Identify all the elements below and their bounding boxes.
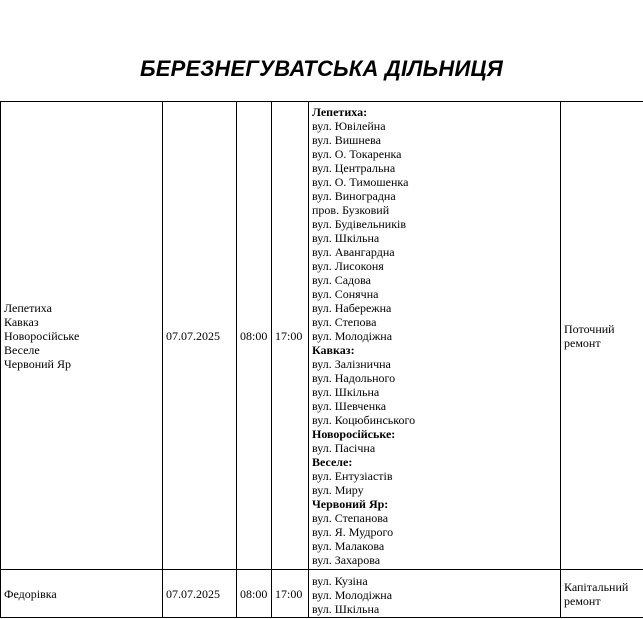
group-heading: Веселе:	[312, 454, 353, 469]
settlement-name: Кавказ	[4, 314, 39, 329]
group-heading: Червоний Яр:	[312, 496, 389, 511]
street-item: вул. Авангардна	[312, 244, 395, 259]
street-item: вул. О. Токаренка	[312, 146, 402, 161]
street-item: вул. Шкільна	[312, 602, 380, 616]
street-item: вул. Центральна	[312, 160, 396, 175]
start-time-cell: 08:00	[237, 570, 272, 618]
settlement-name: Веселе	[4, 342, 40, 357]
street-item: вул. Садова	[312, 272, 371, 287]
settlement-name: Лепетиха	[4, 300, 52, 315]
settlement-name: Федорівка	[4, 586, 57, 601]
street-item: вул. Виноградна	[312, 188, 396, 203]
table-row	[1, 102, 643, 570]
date-cell: 07.07.2025	[163, 102, 237, 570]
street-item: вул. Коцюбинського	[312, 412, 416, 427]
settlements-cell	[1, 102, 163, 570]
date-cell: 07.07.2025	[163, 570, 237, 618]
street-item: вул. Молодіжна	[312, 588, 393, 602]
street-item: вул. Я. Мудрого	[312, 524, 394, 539]
table-row	[1, 570, 643, 618]
street-item: вул. Надольного	[312, 370, 396, 385]
street-item: вул. Сонячна	[312, 286, 379, 301]
street-item: вул. Захарова	[312, 552, 381, 567]
street-item: вул. Шкільна	[312, 384, 380, 399]
outage-schedule-table	[0, 101, 643, 618]
street-item: вул. Лисоконя	[312, 258, 384, 273]
street-item: вул. Степанова	[312, 510, 389, 525]
work-type-line: ремонт	[564, 593, 601, 608]
street-item: вул. Малакова	[312, 538, 385, 553]
street-item: вул. Молодіжна	[312, 328, 393, 343]
group-heading: Лепетиха:	[312, 104, 368, 119]
street-item: вул. Миру	[312, 482, 364, 497]
work-type-cell	[561, 102, 643, 570]
end-time-cell: 17:00	[272, 570, 309, 618]
street-item: вул. Залізнична	[312, 356, 391, 371]
work-type-line: ремонт	[564, 335, 601, 350]
section-title: БЕРЕЗНЕГУВАТСЬКА ДІЛЬНИЦЯ	[139, 56, 504, 81]
work-type-line: Капітальний	[564, 579, 629, 594]
street-item: вул. Шкільна	[312, 230, 380, 245]
street-item: вул. Ентузіастів	[312, 468, 393, 483]
street-item: вул. Набережна	[312, 300, 392, 315]
street-item: вул. Шевченка	[312, 398, 387, 413]
group-heading: Кавказ:	[312, 342, 355, 357]
street-item: вул. Будівельників	[312, 216, 407, 231]
group-heading: Новоросійське:	[312, 426, 396, 441]
street-item: вул. О. Тимошенка	[312, 174, 409, 189]
streets-cell	[309, 570, 561, 618]
settlements-cell	[1, 570, 163, 618]
street-item: вул. Пасічна	[312, 440, 376, 455]
end-time-cell: 17:00	[272, 102, 309, 570]
work-type-line: Поточний	[564, 321, 615, 336]
street-item: пров. Бузковий	[312, 202, 390, 217]
streets-cell	[309, 102, 561, 570]
street-item: вул. Ювілейна	[312, 118, 386, 133]
work-type-cell	[561, 570, 643, 618]
settlement-name: Червоний Яр	[4, 356, 71, 371]
street-item: вул. Кузіна	[312, 574, 368, 588]
street-item: вул. Вишнева	[312, 132, 381, 147]
start-time-cell: 08:00	[237, 102, 272, 570]
street-item: вул. Степова	[312, 314, 377, 329]
settlement-name: Новоросійське	[4, 328, 80, 343]
